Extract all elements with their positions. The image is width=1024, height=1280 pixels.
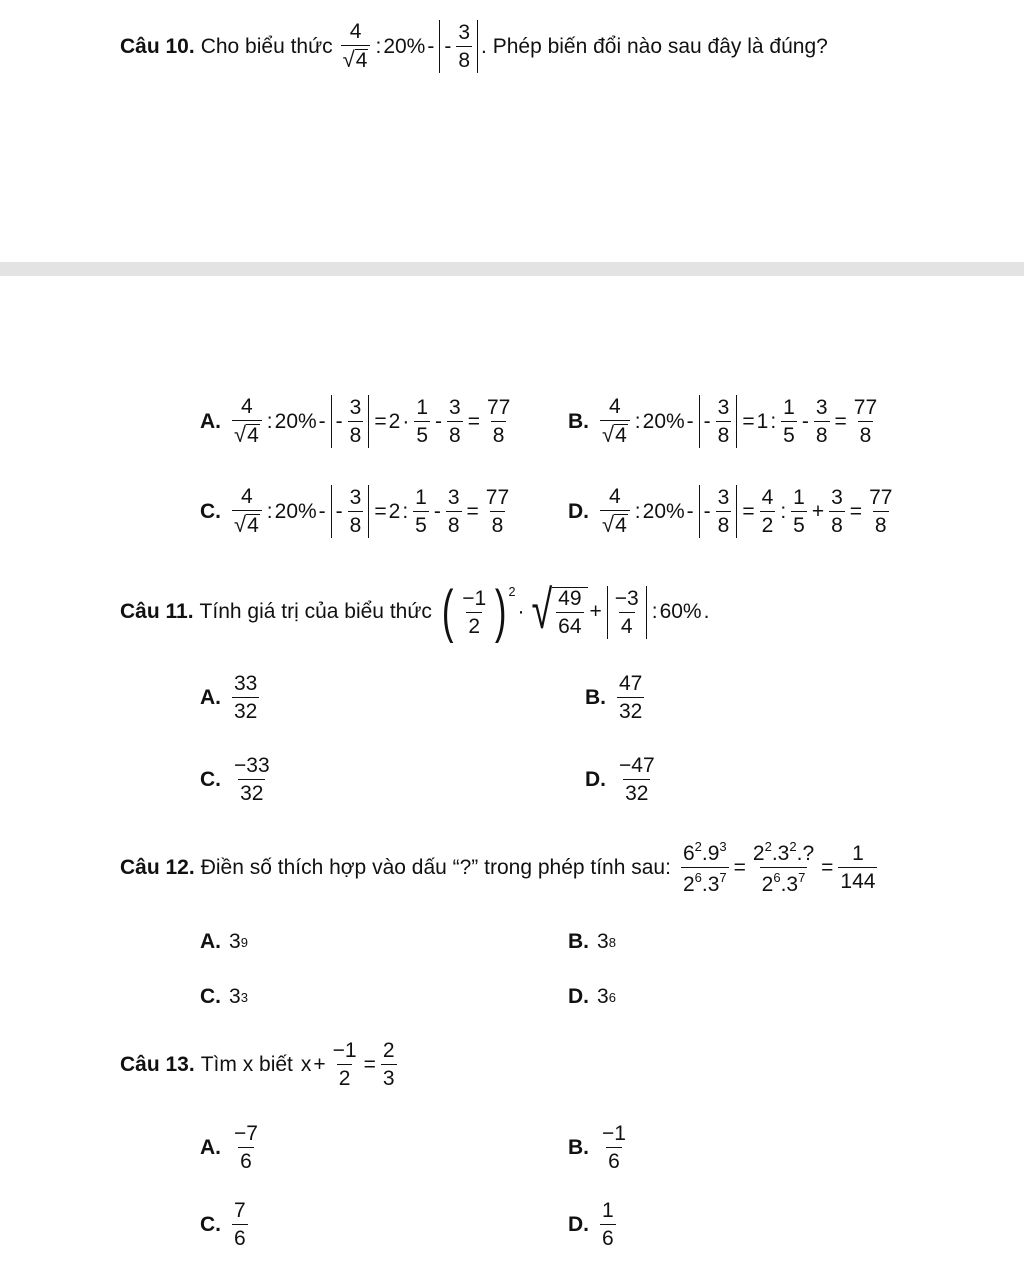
sqrt-icon: √	[602, 511, 615, 537]
op: -	[335, 409, 343, 433]
op: -	[686, 499, 694, 523]
frac-num: 49	[558, 587, 582, 610]
frac-num: −1	[602, 1122, 626, 1145]
frac-den: 5	[781, 421, 797, 446]
coef: 2	[388, 409, 401, 433]
frac-num: 33	[234, 672, 258, 695]
pct: 20%	[274, 499, 317, 523]
frac-den: 5	[791, 511, 807, 536]
frac-num: 4	[609, 394, 621, 418]
q10-option-a[interactable]	[200, 395, 515, 448]
exponent: 7	[719, 870, 727, 886]
frac-den: 6	[600, 1224, 616, 1249]
frac-den: 8	[348, 511, 364, 536]
op: -	[703, 409, 711, 433]
q10-frac	[341, 21, 371, 72]
option-label: B.	[568, 930, 589, 953]
q10-abs-den: 8	[456, 46, 472, 71]
option-label: D.	[585, 767, 606, 791]
frac-den: 144	[838, 867, 877, 892]
q13-option-c[interactable]	[200, 1200, 251, 1249]
frac-den: 8	[829, 511, 845, 536]
op: -	[318, 499, 326, 523]
exponent: 3	[240, 989, 248, 1005]
q10-option-c[interactable]	[200, 485, 514, 538]
frac-num: 3	[815, 396, 828, 419]
q13-option-b[interactable]	[568, 1123, 631, 1172]
op: :	[770, 409, 777, 433]
op: -	[801, 409, 809, 433]
q13-label: Câu 13.	[120, 1052, 195, 1076]
op: =	[733, 855, 746, 879]
q12-option-b[interactable]	[568, 930, 616, 954]
frac-num: 1	[852, 842, 864, 866]
frac-num: 3	[449, 396, 461, 419]
q10-intro: Cho biểu thức	[200, 34, 333, 58]
q11-option-c[interactable]	[200, 755, 275, 804]
base: .3	[780, 873, 799, 897]
frac-den: 32	[232, 697, 259, 722]
sqrt-icon: √	[234, 511, 247, 537]
op: +	[589, 600, 602, 623]
base: .9	[701, 842, 720, 866]
frac-num: −1	[332, 1039, 357, 1062]
base: .3	[701, 873, 720, 897]
op: =	[742, 409, 755, 433]
q12-label: Câu 12.	[120, 855, 195, 879]
frac-num: 3	[717, 396, 730, 419]
frac-num: 77	[869, 486, 893, 509]
pct: 20%	[642, 499, 685, 523]
q12-intro: Điền số thích hợp vào dấu “?” trong phép tính sau:	[200, 855, 671, 879]
q11-label: Câu 11.	[120, 600, 194, 623]
option-label: D.	[568, 499, 589, 523]
exponent: 6	[694, 870, 702, 886]
frac-den: 32	[238, 779, 265, 804]
op: -	[435, 409, 442, 433]
sqrt-icon: √	[342, 46, 355, 72]
op: ·	[402, 409, 410, 433]
frac-num: −7	[234, 1122, 258, 1145]
frac-num: −33	[234, 754, 270, 777]
q11-option-a[interactable]	[200, 673, 262, 722]
sqrt-icon: √	[602, 421, 615, 447]
q10-minus: -	[427, 34, 435, 58]
option-label: A.	[200, 685, 221, 709]
option-label: A.	[200, 409, 221, 433]
q10-label: Câu 10.	[120, 34, 195, 58]
frac-num: −1	[462, 586, 487, 610]
base: 2	[682, 873, 695, 897]
frac-den: 2	[337, 1064, 353, 1089]
base: 6	[682, 842, 695, 866]
option-label: A.	[200, 1135, 221, 1159]
radicand: 4	[247, 513, 259, 537]
base: 2	[761, 873, 774, 897]
q12-option-c[interactable]	[200, 985, 248, 1009]
base: .3	[771, 842, 790, 866]
option-label: B.	[568, 409, 589, 433]
frac-den: 6	[238, 1147, 254, 1172]
op: =	[742, 499, 755, 523]
frac-num: 3	[717, 486, 730, 509]
frac-num: 4	[241, 394, 253, 418]
option-label: D.	[568, 985, 589, 1008]
frac-num: 3	[349, 486, 362, 509]
frac-den: 8	[491, 421, 507, 446]
q10-radicand: 4	[355, 48, 368, 72]
op: =	[834, 409, 847, 433]
frac-num: 47	[619, 672, 643, 695]
exponent: 6	[773, 870, 781, 886]
frac-den: 6	[606, 1147, 622, 1172]
option-label: A.	[200, 930, 221, 953]
op: -	[335, 499, 343, 523]
right-paren-icon: )	[495, 579, 507, 644]
frac-num: −47	[619, 754, 655, 777]
page-divider	[0, 262, 1024, 276]
base: 2	[752, 842, 765, 866]
coef: 2	[388, 499, 401, 523]
frac-den: 8	[814, 421, 830, 446]
q13-intro: Tìm x biết	[200, 1052, 293, 1076]
option-label: C.	[200, 767, 221, 791]
exponent: 2	[508, 584, 516, 599]
q13-option-d[interactable]	[568, 1200, 619, 1249]
q10-frac-den	[341, 45, 371, 72]
unknown: .?	[796, 842, 815, 866]
left-paren-icon: (	[441, 579, 454, 644]
radicand: 4	[247, 423, 259, 447]
op: +	[811, 499, 825, 523]
op: ·	[517, 600, 525, 623]
base: 3	[597, 930, 609, 953]
q11-option-b[interactable]	[585, 673, 647, 722]
frac-den: 32	[617, 697, 644, 722]
base: 3	[229, 930, 241, 953]
exponent: 2	[764, 839, 772, 854]
op: =	[467, 409, 480, 433]
op: :	[780, 499, 787, 523]
op: =	[849, 499, 863, 523]
frac-den: 8	[858, 421, 874, 446]
frac-den: 4	[619, 612, 635, 637]
q10-pct: 20%	[383, 34, 426, 58]
pct: 20%	[274, 409, 317, 433]
frac-den: 5	[414, 421, 430, 446]
frac-den: 8	[348, 421, 364, 446]
frac-num: 7	[234, 1199, 246, 1222]
frac-num: 77	[485, 486, 510, 509]
frac-num: −3	[614, 586, 639, 610]
base: 3	[597, 985, 609, 1008]
op: =	[374, 499, 387, 523]
frac-den: 2	[466, 612, 482, 637]
option-label: B.	[568, 1135, 589, 1159]
base: 3	[229, 985, 241, 1008]
op: =	[821, 855, 834, 879]
op: +	[313, 1052, 326, 1076]
frac-num: 4	[241, 484, 253, 508]
exponent: 2	[789, 839, 797, 854]
q10-div: :	[375, 34, 382, 58]
radicand: 4	[615, 423, 627, 447]
q10-option-b[interactable]	[568, 395, 882, 448]
op: =	[466, 499, 479, 523]
op: :	[266, 499, 273, 523]
frac-num: 1	[602, 1199, 614, 1222]
frac-den: 32	[623, 779, 650, 804]
radicand: 4	[615, 513, 627, 537]
frac-num: 77	[853, 396, 878, 419]
frac-den: 8	[490, 511, 506, 536]
q13-option-a[interactable]	[200, 1123, 263, 1172]
option-label: C.	[200, 985, 221, 1008]
q10-question: . Phép biến đổi nào sau đây là đúng?	[481, 34, 828, 58]
q12-stem	[120, 840, 880, 895]
sqrt-icon: √	[234, 421, 247, 447]
op: :	[634, 409, 641, 433]
op: -	[433, 499, 441, 523]
option-label: C.	[200, 1212, 221, 1236]
q11-intro: Tính giá trị của biểu thức	[199, 600, 432, 623]
op: =	[374, 409, 387, 433]
q10-abs	[439, 20, 478, 73]
op: :	[634, 499, 641, 523]
q10-abs-num: 3	[458, 21, 471, 44]
frac-den: 6	[232, 1224, 248, 1249]
frac-num: 4	[609, 484, 621, 508]
op: :	[266, 409, 273, 433]
exponent: 9	[240, 934, 248, 950]
frac-den: 8	[447, 421, 463, 446]
exponent: 2	[694, 839, 702, 854]
frac-den: 8	[873, 511, 889, 536]
q10-abs-minus: -	[444, 34, 452, 58]
op: =	[363, 1052, 376, 1076]
exponent: 3	[719, 839, 727, 854]
frac-num: 4	[761, 486, 774, 509]
q13-stem	[120, 1040, 400, 1089]
sqrt-big	[527, 580, 588, 640]
frac-num: 3	[349, 396, 362, 419]
pct: 60%	[659, 600, 702, 623]
q11-option-d[interactable]	[585, 755, 660, 804]
frac-den: 8	[446, 511, 462, 536]
op: -	[318, 409, 326, 433]
q12-option-d[interactable]	[568, 985, 616, 1009]
q10-frac-num: 4	[349, 19, 362, 43]
option-label: C.	[200, 499, 221, 523]
exponent: 6	[608, 989, 616, 1005]
frac-num: 2	[382, 1039, 395, 1062]
frac-den: 64	[556, 612, 583, 637]
coef: 1	[756, 409, 769, 433]
frac-num: 3	[831, 486, 843, 509]
op: -	[686, 409, 694, 433]
frac-num: 1	[416, 396, 428, 419]
frac-den: 5	[413, 511, 429, 536]
q11-stem	[120, 579, 711, 644]
frac-den: 8	[716, 421, 732, 446]
option-label: B.	[585, 685, 606, 709]
sqrt-icon: √	[530, 580, 552, 640]
frac-den: 3	[381, 1064, 397, 1089]
exponent: 7	[798, 870, 806, 886]
pct: 20%	[642, 409, 685, 433]
frac-num: 1	[783, 396, 795, 419]
frac-den: 8	[716, 511, 732, 536]
q10-stem	[120, 20, 828, 73]
frac-num: 77	[486, 396, 511, 419]
frac-num: 1	[415, 486, 427, 509]
frac-den: 2	[760, 511, 776, 536]
op: :	[651, 600, 658, 623]
op: .	[703, 600, 710, 623]
op: -	[703, 499, 711, 523]
q12-option-a[interactable]	[200, 930, 248, 954]
frac-num: 3	[447, 486, 460, 509]
exponent: 8	[608, 934, 616, 950]
q10-option-d[interactable]	[568, 485, 897, 538]
frac-num: 1	[793, 486, 805, 509]
option-label: D.	[568, 1212, 589, 1236]
variable: x	[300, 1052, 312, 1076]
op: :	[402, 499, 409, 523]
